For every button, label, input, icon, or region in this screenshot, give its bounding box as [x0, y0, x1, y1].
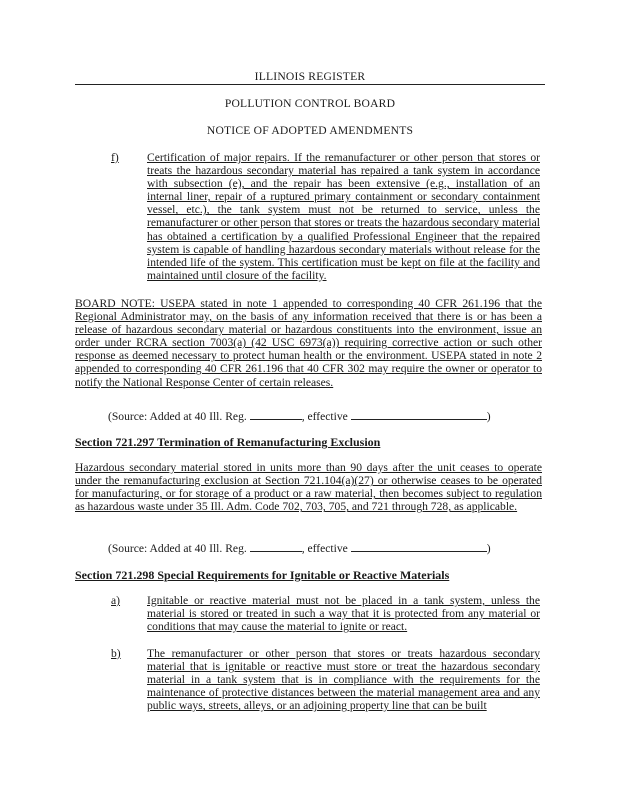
effective-date-blank — [351, 541, 487, 552]
section-297-heading: Section 721.297 Termination of Remanufacturing Exclusion — [75, 435, 381, 449]
section-298-heading: Section 721.298 Special Requirements for Ignitable or Reactive Materials — [75, 568, 450, 582]
source-middle: , effective — [301, 410, 348, 423]
item-f-label: f) — [111, 151, 119, 164]
item-a-label: a) — [111, 594, 121, 607]
item-f-text: Certification of major repairs. If the remanufacturer or other person that stores or treats the hazardous secondary material has repaired a tank system in accordance with subsection (e), and the repair has been extensive (e.g., installation of an internal liner, repair of a ruptured primary containment or secondary containment vessel, etc.), the tank system must not be returned to service, unless the remanufacturer or other person that stores or treats the hazardous secondary material has obtained a certification by a qualified Professional Engineer that the repaired system is capable of handling hazardous secondary materials without release for the intended life of the system. This certification must be kept on file at the facility and maintained until closure of the facility. — [147, 151, 540, 282]
register-title: ILLINOIS REGISTER — [254, 70, 366, 83]
notice-title: NOTICE OF ADOPTED AMENDMENTS — [206, 124, 414, 137]
source-middle: , effective — [301, 542, 348, 555]
source-suffix: ) — [486, 410, 491, 423]
source-suffix: ) — [486, 542, 491, 555]
header-rule — [75, 84, 545, 85]
source-prefix: (Source: Added at 40 Ill. Reg. — [108, 410, 247, 423]
register-blank — [250, 541, 302, 552]
section-297-text: Hazardous secondary material stored in units more than 90 days after the unit ceases to operate under the remanufacturing exclusion at Section 721.104(a)(27) or otherwise ceases to be operated for manufacturing, or for storage of a product or a raw material, then becomes subject to regulation as hazardous waste under 35 Ill. Adm. Code 702, 703, 705, and 721 through 728, as applicable. — [75, 461, 542, 514]
item-b-label: b) — [111, 647, 121, 660]
effective-date-blank — [351, 409, 487, 420]
item-a-text: Ignitable or reactive material must not be placed in a tank system, unless the material is stored or treated in such a way that it is protected from any material or conditions that may cause the material to ignite or react. — [147, 594, 540, 634]
board-note: BOARD NOTE: USEPA stated in note 1 appended to corresponding 40 CFR 261.196 that the Regional Administrator may, on the basis of any information received that there is or has been a release of hazardous secondary material or hazardous constituents into the environment, issue an order under RCRA section 7003(a) (42 USC 6973(a)) requiring corrective action or such other response as deemed necessary to protect human health or the environment. USEPA stated in note 2 appended to corresponding 40 CFR 261.196 that 40 CFR 302 may require the owner or operator to notify the National Response Center of certain releases. — [75, 297, 542, 389]
source-prefix: (Source: Added at 40 Ill. Reg. — [108, 542, 247, 555]
register-blank — [250, 409, 302, 420]
agency-title: POLLUTION CONTROL BOARD — [224, 97, 396, 110]
source-line-1 — [108, 409, 491, 423]
item-b-text: The remanufacturer or other person that stores or treats hazardous secondary material that is ignitable or reactive must store or treat the hazardous secondary material in a tank system that is in compliance with the requirements for the maintenance of protective distances between the material management area and any public ways, streets, alleys, or an adjoining property line that can be built — [147, 647, 540, 713]
source-line-2 — [108, 541, 491, 555]
